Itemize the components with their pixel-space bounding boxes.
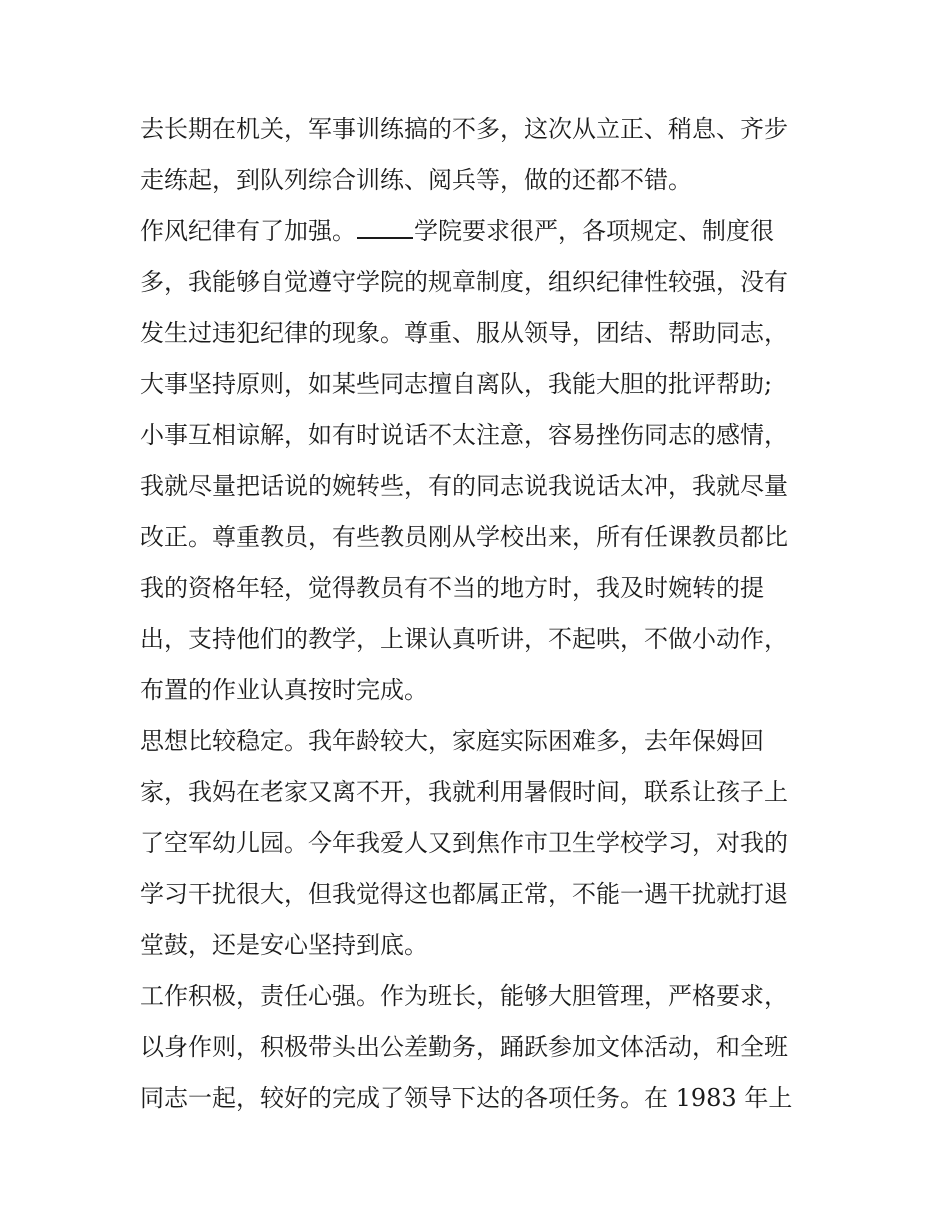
text-line: 思想比较稳定。我年龄较大，家庭实际困难多，去年保姆回	[140, 727, 764, 755]
text-line-with-blank	[140, 206, 820, 257]
text-line: 发生过违犯纪律的现象。尊重、服从领导，团结、帮助同志，	[140, 319, 788, 347]
text-line: 去长期在机关，军事训练搞的不多，这次从立正、稍息、齐步	[140, 115, 788, 143]
text-line: 学习干扰很大，但我觉得这也都属正常，不能一遇干扰就打退	[140, 880, 788, 908]
text-line: 多，我能够自觉遵守学院的规章制度，组织纪律性较强，没有	[140, 268, 788, 296]
text-line: 大事坚持原则，如某些同志擅自离队，我能大胆的批评帮助;	[140, 370, 773, 398]
paragraph-heading: 作风纪律有了加强。	[140, 217, 356, 245]
text-line: 布置的作业认真按时完成。	[140, 676, 428, 704]
text-line: 工作积极，责任心强。作为班长，能够大胆管理，严格要求，	[140, 982, 788, 1010]
text-line: 改正。尊重教员，有些教员刚从学校出来，所有任课教员都比	[140, 523, 788, 551]
text-line: 我的资格年轻，觉得教员有不当的地方时，我及时婉转的提	[140, 574, 764, 602]
fill-in-blank	[357, 215, 413, 239]
document-body	[140, 104, 820, 1124]
text-line: 了空军幼儿园。今年我爱人又到焦作市卫生学校学习，对我的	[140, 829, 788, 857]
text-line: 以身作则，积极带头出公差勤务，踊跃参加文体活动，和全班	[140, 1033, 788, 1061]
text-line: 同志一起，较好的完成了领导下达的各项任务。在 1983 年上	[140, 1084, 793, 1112]
text-line: 我就尽量把话说的婉转些，有的同志说我说话太冲，我就尽量	[140, 472, 788, 500]
text-line: 堂鼓，还是安心坚持到底。	[140, 931, 428, 959]
text-line: 出，支持他们的教学，上课认真听讲，不起哄，不做小动作，	[140, 625, 788, 653]
text-line: 走练起，到队列综合训练、阅兵等，做的还都不错。	[140, 166, 692, 194]
text-segment: 学院要求很严，各项规定、制度很	[414, 217, 774, 245]
text-line: 小事互相谅解，如有时说话不太注意，容易挫伤同志的感情，	[140, 421, 788, 449]
text-line: 家，我妈在老家又离不开，我就利用暑假时间，联系让孩子上	[140, 778, 788, 806]
